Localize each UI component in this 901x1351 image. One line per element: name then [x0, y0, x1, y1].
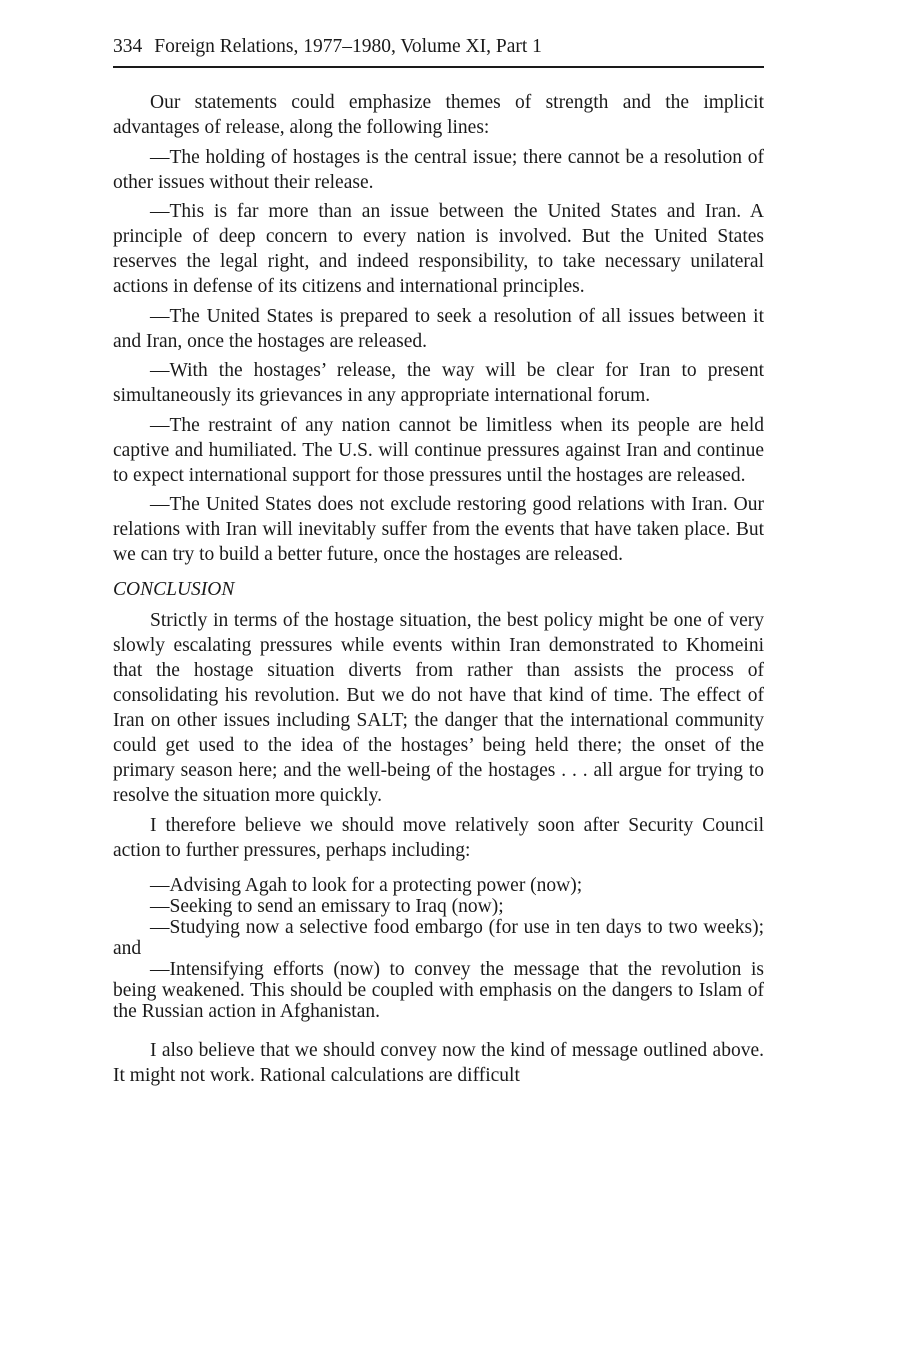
closing-paragraph: I also believe that we should convey now the kind of message outlined above. It might not work. Rational calculations are difficult	[113, 1039, 764, 1086]
conclusion-paragraph: Strictly in terms of the hostage situation, the best policy might be one of very slowly escalating pressures while events within Iran demonstrated to Khomeini that the hostage situation diverts from rather than assists the process of consolidating his revolution. But we do not have that kind of time. The effect of Iran on other issues including SALT; the danger that the international community could get used to the idea of the hostages’ being held there; the onset of the primary season here; and the well-being of the hostages . . . all argue for trying to resolve the situation more quickly.	[113, 610, 764, 806]
list-item: —Studying now a selective food embargo (for use in ten days to two weeks); and	[113, 916, 764, 959]
point-paragraph: —The United States does not exclude restoring good relations with Iran. Our relations with Iran will inevitably suffer from the events that have taken place. But we can try to build a better future, once the hostages are released.	[113, 494, 764, 565]
point-paragraph: —This is far more than an issue between the United States and Iran. A principle of deep concern to every nation is involved. But the United States reserves the legal right, and indeed responsibility, to take necessary unilateral actions in defense of its citizens and international principles.	[113, 201, 764, 297]
point-paragraph: —The holding of hostages is the central issue; there cannot be a resolution of other issues without their release.	[113, 146, 764, 193]
page-number: 334	[113, 36, 143, 57]
conclusion-heading: CONCLUSION	[113, 579, 235, 600]
point-paragraph: —The United States is prepared to seek a resolution of all issues between it and Iran, once the hostages are released.	[113, 305, 764, 352]
running-title: Foreign Relations, 1977–1980, Volume XI, Part 1	[154, 36, 542, 57]
document-page	[113, 32, 764, 1092]
pressure-list	[113, 875, 764, 1022]
point-paragraph: —With the hostages’ release, the way will be clear for Iran to present simultaneously its grievances in any appropriate international forum.	[113, 360, 764, 406]
list-item: —Intensifying efforts (now) to convey the message that the revolution is being weakened. This should be coupled with emphasis on the dangers to Islam of the Russian action in Afghanistan.	[113, 958, 764, 1022]
point-paragraph: —The restraint of any nation cannot be limitless when its people are held captive and humiliated. The U.S. will continue pressures against Iran and continue to expect international support for those pressures until the hostages are released.	[113, 414, 764, 486]
list-item: —Seeking to send an emissary to Iraq (now);	[150, 895, 504, 917]
running-header	[113, 32, 764, 68]
conclusion-paragraph: I therefore believe we should move relatively soon after Security Council action to further pressures, perhaps including:	[113, 814, 764, 861]
intro-paragraph: Our statements could emphasize themes of strength and the implicit advantages of release, along the following lines:	[113, 92, 764, 138]
list-item: —Advising Agah to look for a protecting power (now);	[150, 874, 583, 896]
